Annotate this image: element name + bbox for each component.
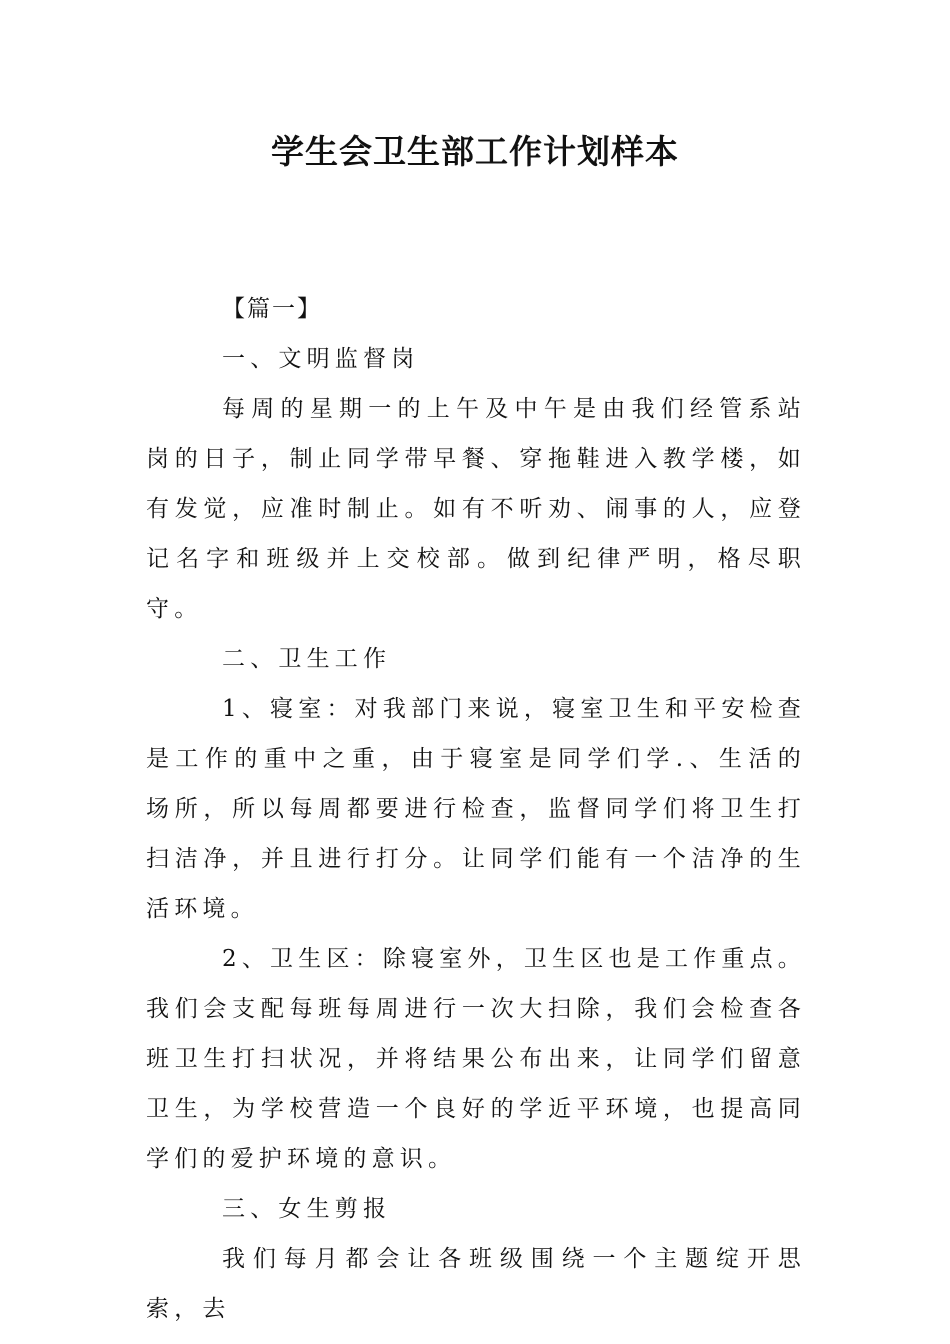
section-heading-3: 三、女生剪报: [222, 1196, 392, 1222]
document-body: [146, 284, 806, 1334]
document-title: 学生会卫生部工作计划样本: [271, 132, 679, 171]
section-heading-2: 二、卫生工作: [222, 646, 392, 672]
paragraph-dormitory: 1、寝室：对我部门来说，寝室卫生和平安检查是工作的重中之重，由于寝室是同学们学.、生活的场所，所以每周都要进行检查，监督同学们将卫生打扫洁净，并且进行打分。让同学们能有一个洁净的生活环境。: [146, 696, 806, 922]
paragraph-hygiene-area: 2、卫生区：除寝室外，卫生区也是工作重点。我们会支配每班每周进行一次大扫除，我们会检查各班卫生打扫状况，并将结果公布出来，让同学们留意卫生，为学校营造一个良好的学近平环境，也提高同学们的爱护环境的意识。: [146, 946, 806, 1172]
paragraph-civility-watch: 每周的星期一的上午及中午是由我们经管系站岗的日子，制止同学带早餐、穿拖鞋进入教学楼，如有发觉，应准时制止。如有不听劝、闹事的人，应登记名字和班级并上交校部。做到纪律严明，格尽职守。: [146, 396, 806, 622]
section-heading-1: 一、文明监督岗: [222, 346, 420, 372]
section-marker: 【篇一】: [222, 296, 322, 322]
paragraph-clippings: 我们每月都会让各班级围绕一个主题绽开思索，去: [146, 1246, 806, 1322]
